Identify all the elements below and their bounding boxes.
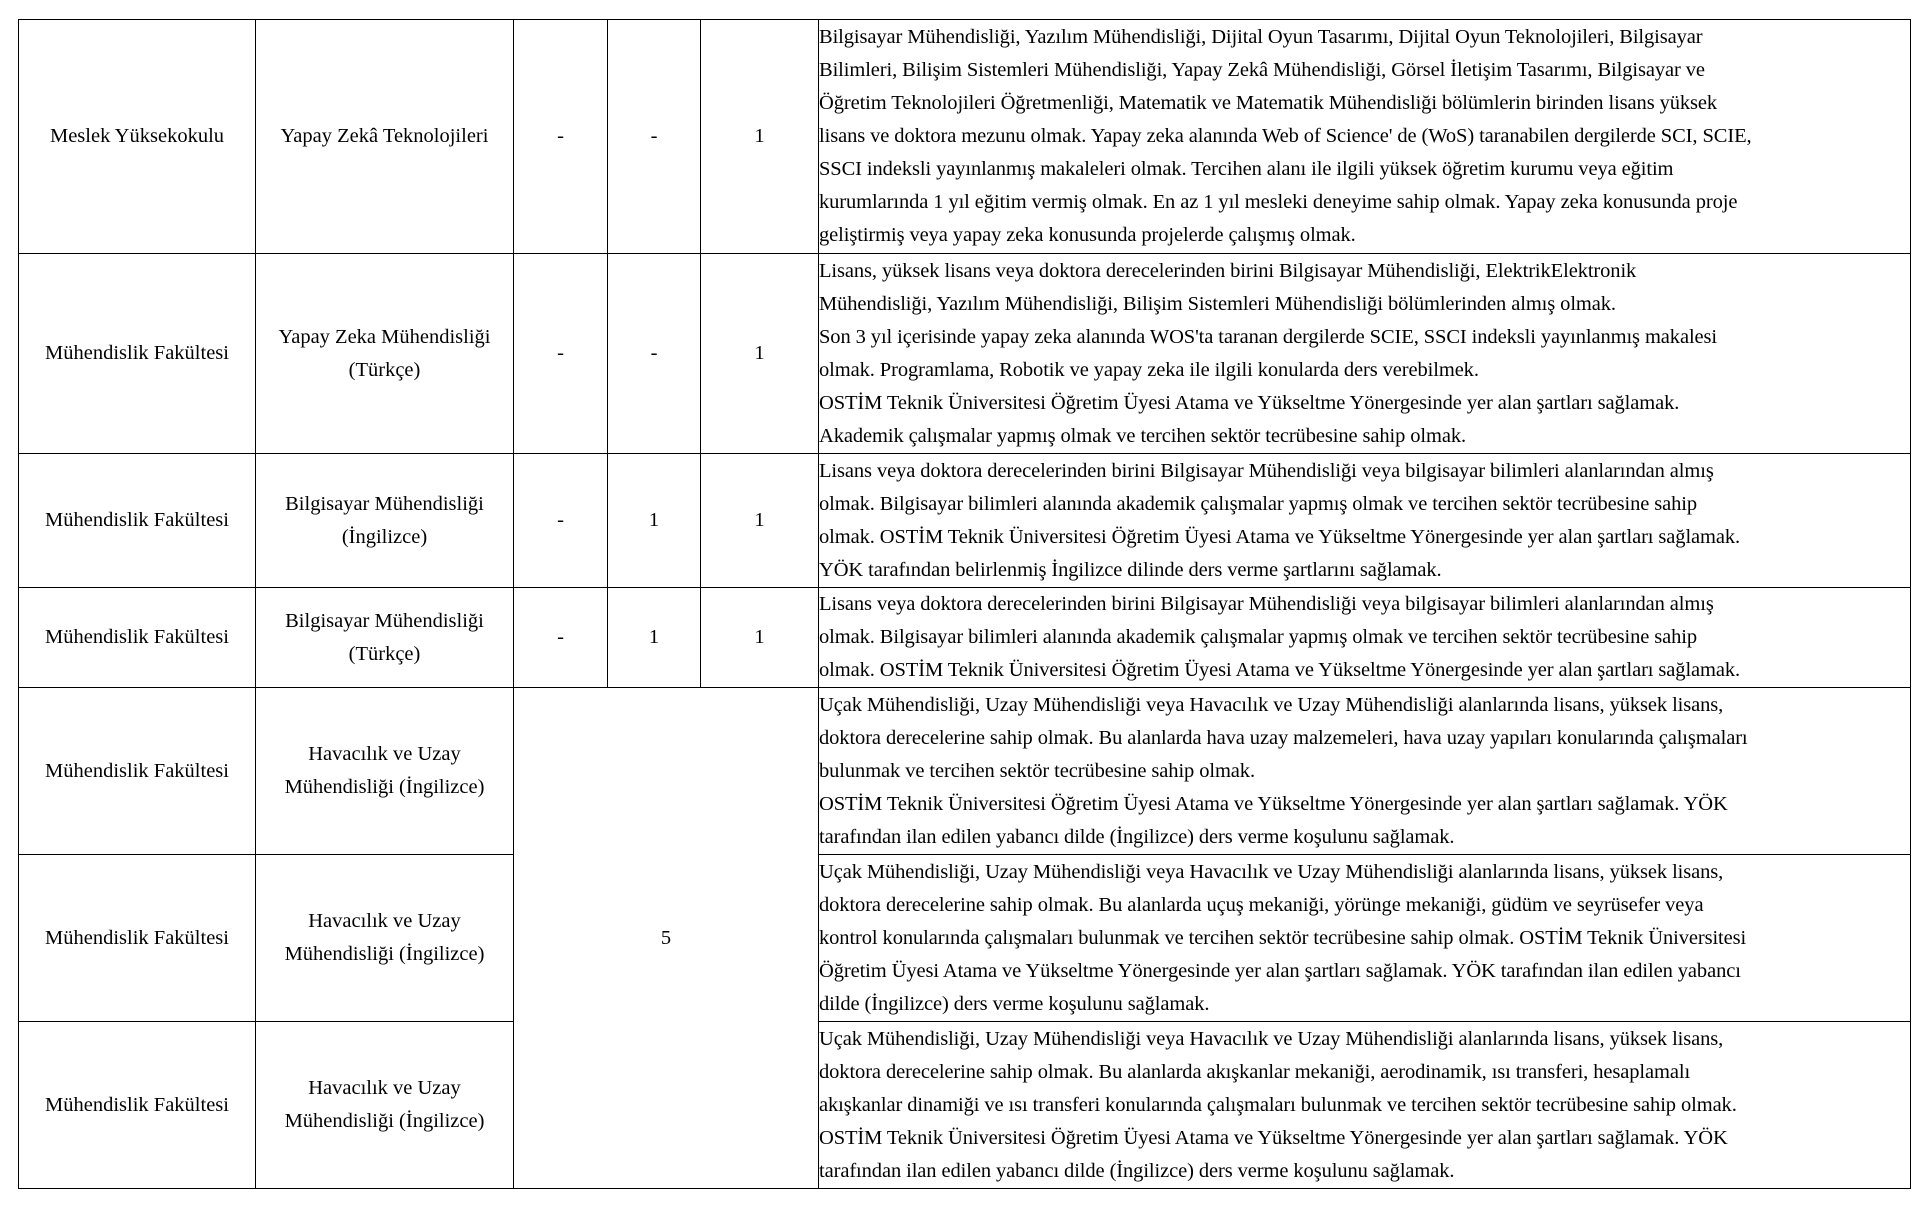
requirement-line: bulunmak ve tercihen sektör tecrübesine sahip olmak.	[819, 759, 1255, 782]
requirement-line: Bilgisayar Mühendisliği, Yazılım Mühendisliği, Dijital Oyun Tasarımı, Dijital Oyun Teknolojileri, Bilgisayar	[819, 26, 1703, 48]
table-row	[19, 20, 1911, 254]
requirement-line: doktora derecelerine sahip olmak. Bu alanlarda hava uzay malzemeleri, hava uzay yapıları konularında çalışmaları	[819, 726, 1748, 749]
unit-cell: Meslek Yüksekokulu	[19, 20, 256, 254]
department-line: Havacılık ve Uzay	[308, 1077, 461, 1099]
department-cell	[256, 454, 514, 588]
requirement-line: dilde (İngilizce) ders verme koşulunu sağlamak.	[819, 992, 1210, 1015]
department-cell	[256, 688, 514, 855]
requirement-line: olmak. OSTİM Teknik Üniversitesi Öğretim Üyesi Atama ve Yükseltme Yönergesinde yer alan şartları sağlamak.	[819, 525, 1741, 548]
count-cell-1: -	[514, 254, 608, 454]
count-cell-2: 1	[608, 454, 701, 588]
requirement-line: tarafından ilan edilen yabancı dilde (İngilizce) ders verme koşulunu sağlamak.	[819, 825, 1455, 848]
count-cell-2: 1	[608, 588, 701, 688]
table-row	[19, 588, 1911, 688]
requirement-line: olmak. Programlama, Robotik ve yapay zeka ile ilgili konularda ders verebilmek.	[819, 358, 1479, 381]
table-row	[19, 454, 1911, 588]
table-row	[19, 688, 1911, 855]
department-cell	[256, 855, 514, 1022]
department-line: Bilgisayar Mühendisliği	[285, 492, 484, 515]
department-cell: Yapay Zekâ Teknolojileri	[256, 20, 514, 254]
department-line: (Türkçe)	[348, 358, 421, 381]
requirement-line: lisans ve doktora mezunu olmak. Yapay zeka alanında Web of Science' de (WoS) taranabilen dergilerde SCI, SCIE,	[819, 125, 1752, 147]
count-cell-3: 1	[701, 254, 819, 454]
requirement-line: doktora derecelerine sahip olmak. Bu alanlarda akışkanlar mekaniği, aerodinamik, ısı transferi, hesaplamalı	[819, 1060, 1691, 1083]
requirements-cell	[819, 588, 1911, 688]
requirement-line: geliştirmiş veya yapay zeka konusunda projelerde çalışmış olmak.	[819, 224, 1356, 246]
requirement-line: olmak. Bilgisayar bilimleri alanında akademik çalışmalar yapmış olmak ve tercihen sektör tecrübesine sahip	[819, 626, 1698, 648]
requirement-line: olmak. OSTİM Teknik Üniversitesi Öğretim Üyesi Atama ve Yükseltme Yönergesinde yer alan şartları sağlamak.	[819, 659, 1741, 681]
count-cell-2: -	[608, 254, 701, 454]
requirement-line: OSTİM Teknik Üniversitesi Öğretim Üyesi Atama ve Yükseltme Yönergesinde yer alan şartları sağlamak. YÖK	[819, 792, 1728, 815]
requirement-line: Lisans, yüksek lisans veya doktora derecelerinden birini Bilgisayar Mühendisliği, ElektrikElektronik	[819, 259, 1637, 282]
table-row	[19, 855, 1911, 1022]
requirement-line: Son 3 yıl içerisinde yapay zeka alanında WOS'ta taranan dergilerde SCIE, SSCI indeksli yayınlanmış makalesi	[819, 325, 1718, 348]
count-cell-1: -	[514, 588, 608, 688]
requirement-line: Uçak Mühendisliği, Uzay Mühendisliği veya Havacılık ve Uzay Mühendisliği alanlarında lisans, yüksek lisans,	[819, 693, 1724, 716]
department-line: Mühendisliği (İngilizce)	[284, 776, 485, 798]
requirement-line: Lisans veya doktora derecelerinden birini Bilgisayar Mühendisliği veya bilgisayar bilimleri alanlarından almış	[819, 593, 1714, 615]
requirement-line: Akademik çalışmalar yapmış olmak ve tercihen sektör tecrübesine sahip olmak.	[819, 424, 1467, 447]
department-line: (Türkçe)	[348, 642, 421, 665]
requirement-line: Uçak Mühendisliği, Uzay Mühendisliği veya Havacılık ve Uzay Mühendisliği alanlarında lisans, yüksek lisans,	[819, 860, 1724, 883]
requirement-line: kontrol konularında çalışmaları bulunmak ve tercihen sektör tecrübesine sahip olmak. OSTİM Teknik Üniversitesi	[819, 926, 1747, 949]
requirement-line: SSCI indeksli yayınlanmış makaleleri olmak. Tercihen alanı ile ilgili yüksek öğretim kurumu veya eğitim	[819, 158, 1674, 180]
department-line: (İngilizce)	[341, 525, 428, 548]
unit-cell: Mühendislik Fakültesi	[19, 855, 256, 1022]
requirement-line: akışkanlar dinamiği ve ısı transferi konularında çalışmaları bulunmak ve tercihen sektör tecrübesine sahip olmak.	[819, 1093, 1737, 1116]
count-cell-2: -	[608, 20, 701, 254]
unit-cell: Mühendislik Fakültesi	[19, 688, 256, 855]
count-cell-3: 1	[701, 588, 819, 688]
requirement-line: tarafından ilan edilen yabancı dilde (İngilizce) ders verme koşulunu sağlamak.	[819, 1159, 1455, 1182]
table-row	[19, 254, 1911, 454]
staff-positions-table	[18, 19, 1911, 1189]
requirements-cell	[819, 254, 1911, 454]
count-cell-3: 1	[701, 454, 819, 588]
count-cell-3: 1	[701, 20, 819, 254]
unit-cell: Mühendislik Fakültesi	[19, 588, 256, 688]
requirement-line: olmak. Bilgisayar bilimleri alanında akademik çalışmalar yapmış olmak ve tercihen sektör tecrübesine sahip	[819, 492, 1698, 515]
department-line: Havacılık ve Uzay	[308, 743, 461, 765]
unit-cell: Mühendislik Fakültesi	[19, 254, 256, 454]
requirement-line: Uçak Mühendisliği, Uzay Mühendisliği veya Havacılık ve Uzay Mühendisliği alanlarında lisans, yüksek lisans,	[819, 1027, 1724, 1050]
requirement-line: doktora derecelerine sahip olmak. Bu alanlarda uçuş mekaniği, yörünge mekaniği, güdüm ve seyrüsefer veya	[819, 893, 1704, 916]
merged-count-cell: 5	[514, 688, 819, 1189]
requirement-line: Öğretim Üyesi Atama ve Yükseltme Yönergesinde yer alan şartları sağlamak. YÖK tarafından ilan edilen yabancı	[819, 959, 1741, 982]
requirement-line: kurumlarında 1 yıl eğitim vermiş olmak. En az 1 yıl mesleki deneyime sahip olmak. Yapay zeka konusunda proje	[819, 191, 1738, 213]
department-line: Mühendisliği (İngilizce)	[284, 1110, 485, 1132]
requirements-cell	[819, 688, 1911, 855]
department-cell	[256, 1022, 514, 1189]
department-line: Havacılık ve Uzay	[308, 910, 461, 932]
table-row	[19, 1022, 1911, 1189]
department-cell	[256, 254, 514, 454]
requirement-line: Bilimleri, Bilişim Sistemleri Mühendisliği, Yapay Zekâ Mühendisliği, Görsel İletişim Tasarımı, Bilgisayar ve	[819, 59, 1705, 81]
requirement-line: Lisans veya doktora derecelerinden birini Bilgisayar Mühendisliği veya bilgisayar bilimleri alanlarından almış	[819, 459, 1714, 482]
requirement-line: OSTİM Teknik Üniversitesi Öğretim Üyesi Atama ve Yükseltme Yönergesinde yer alan şartları sağlamak.	[819, 391, 1680, 414]
department-cell	[256, 588, 514, 688]
count-cell-1: -	[514, 454, 608, 588]
requirements-cell	[819, 454, 1911, 588]
department-line: Yapay Zeka Mühendisliği	[278, 325, 491, 348]
requirement-line: OSTİM Teknik Üniversitesi Öğretim Üyesi Atama ve Yükseltme Yönergesinde yer alan şartları sağlamak. YÖK	[819, 1126, 1728, 1149]
requirement-line: YÖK tarafından belirlenmiş İngilizce dilinde ders verme şartlarını sağlamak.	[819, 558, 1442, 581]
requirements-cell	[819, 20, 1911, 254]
requirements-cell	[819, 855, 1911, 1022]
department-line: Mühendisliği (İngilizce)	[284, 943, 485, 965]
requirement-line: Mühendisliği, Yazılım Mühendisliği, Bilişim Sistemleri Mühendisliği bölümlerinden almış olmak.	[819, 292, 1616, 315]
requirements-cell	[819, 1022, 1911, 1189]
department-line: Bilgisayar Mühendisliği	[285, 609, 484, 632]
count-cell-1: -	[514, 20, 608, 254]
unit-cell: Mühendislik Fakültesi	[19, 1022, 256, 1189]
requirement-line: Öğretim Teknolojileri Öğretmenliği, Matematik ve Matematik Mühendisliği bölümlerin birinden lisans yüksek	[819, 92, 1718, 114]
unit-cell: Mühendislik Fakültesi	[19, 454, 256, 588]
